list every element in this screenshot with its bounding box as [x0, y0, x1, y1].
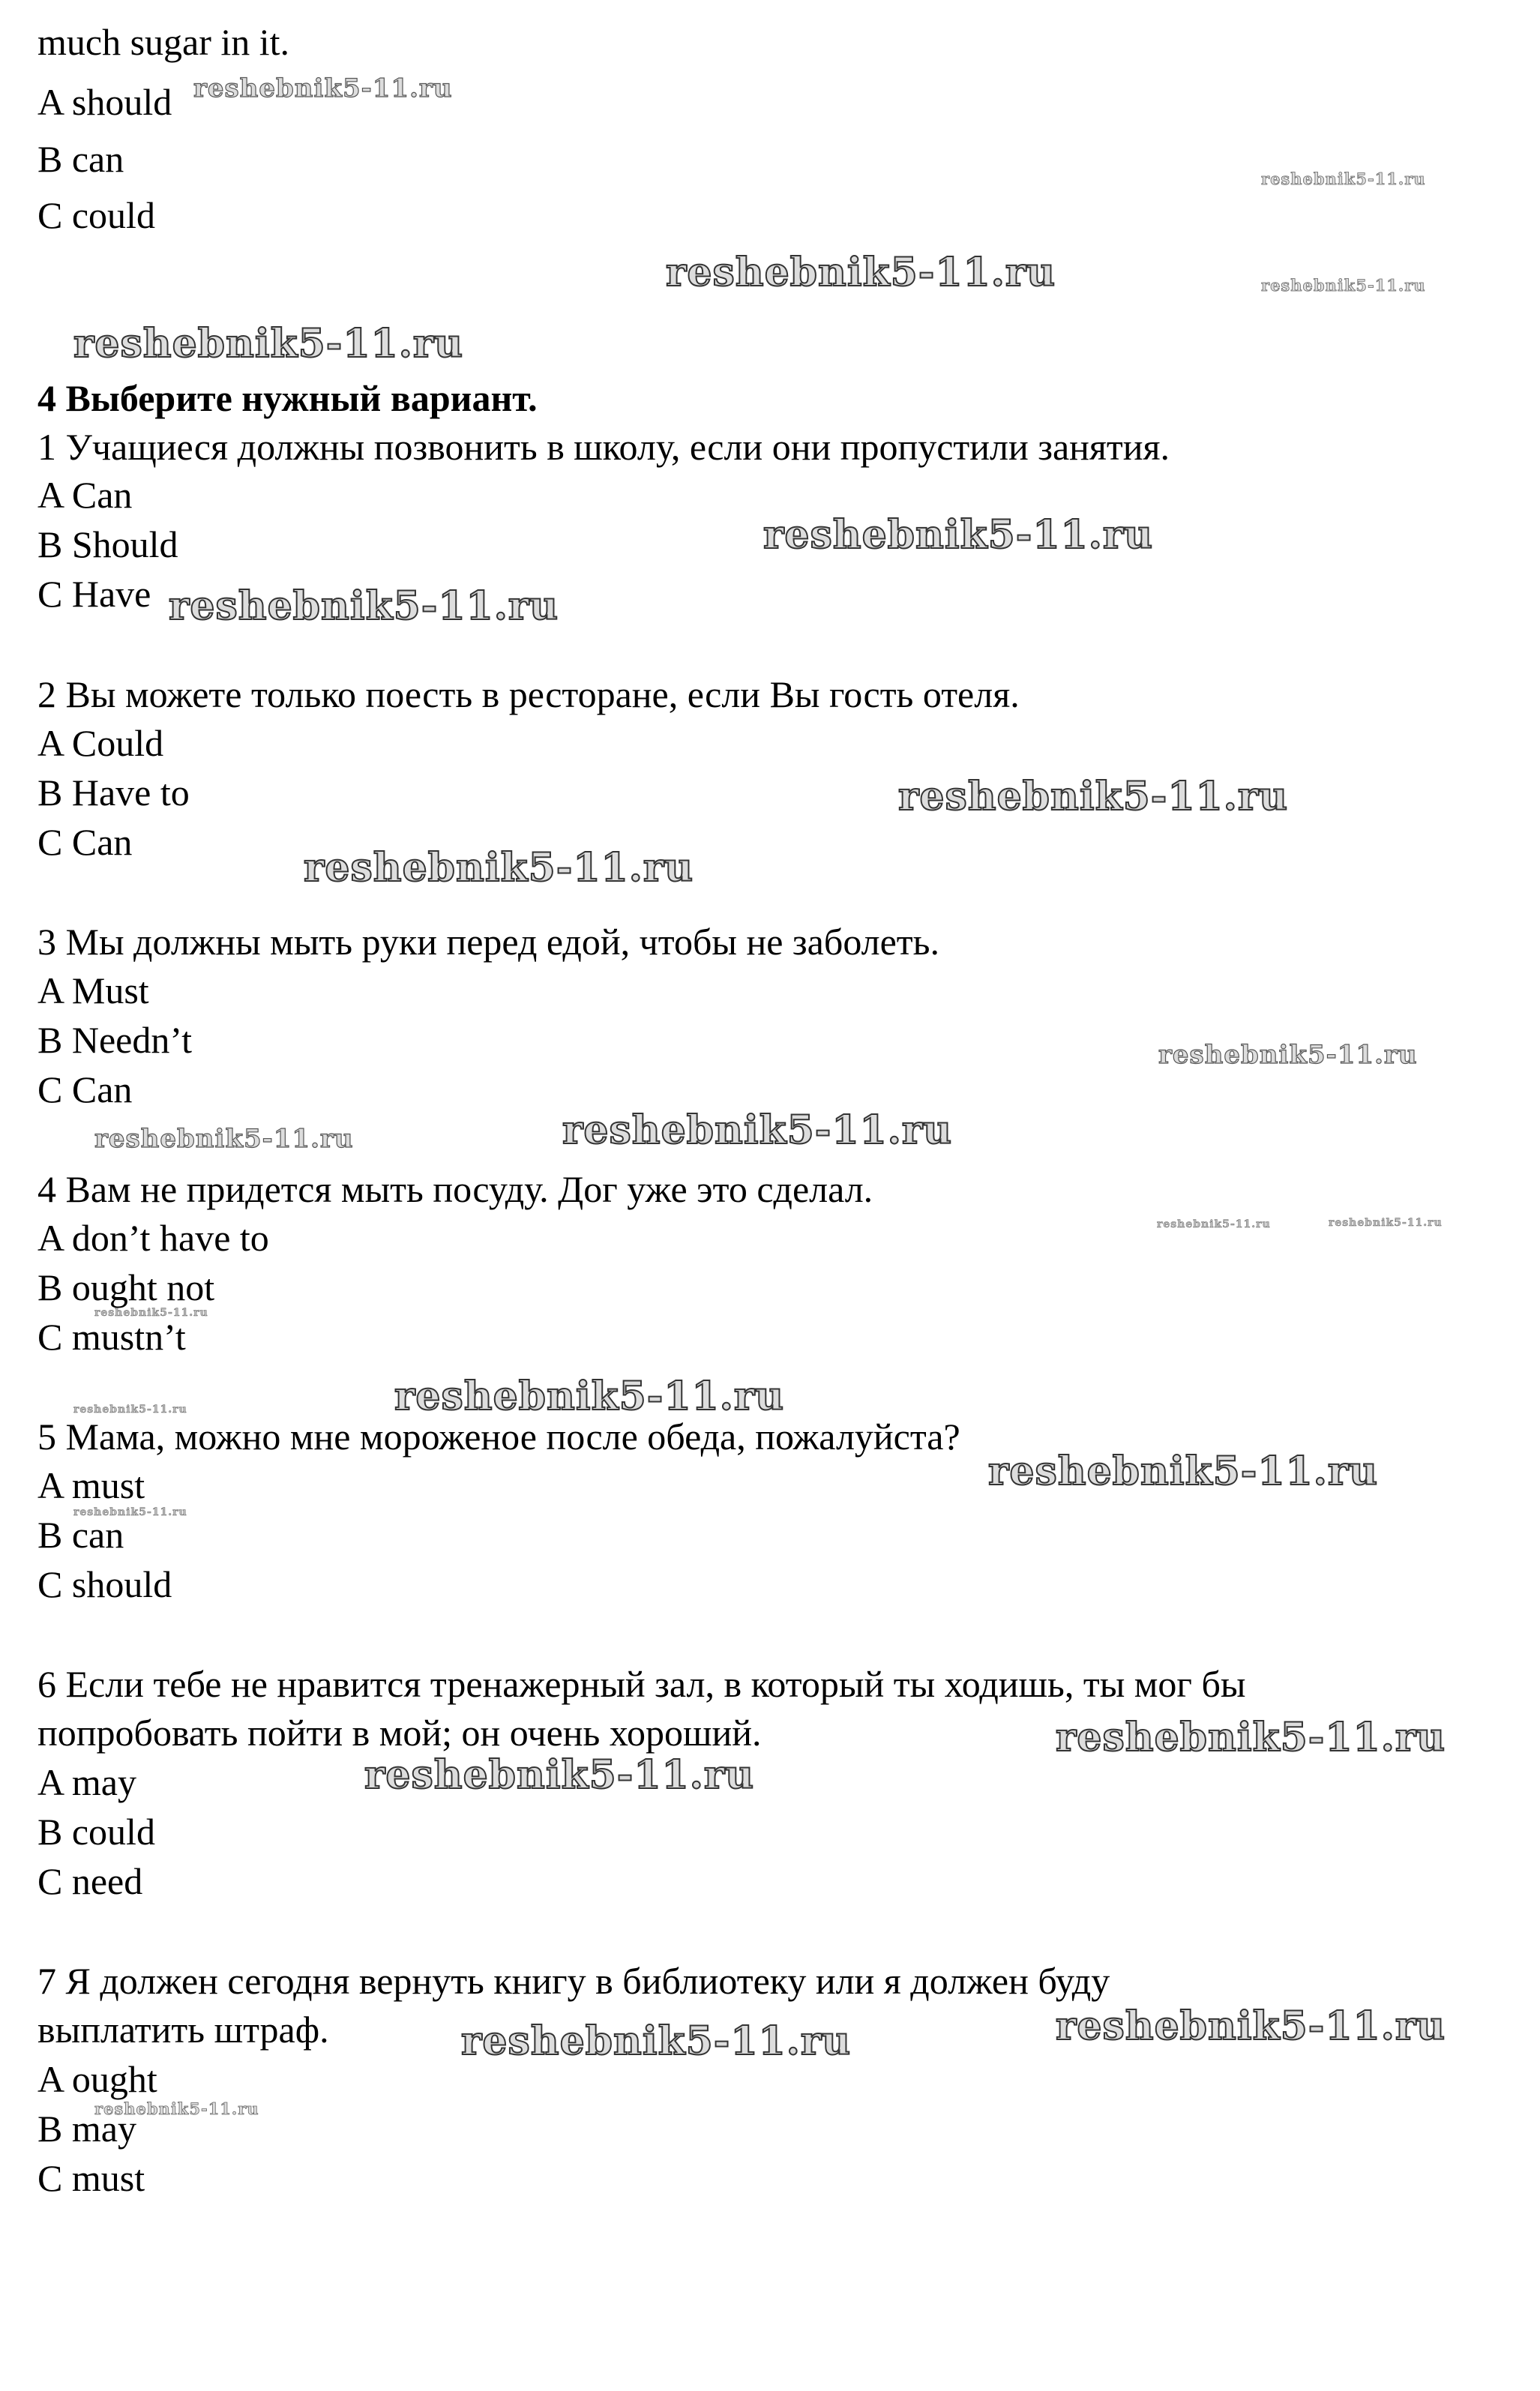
option-line: C could	[37, 194, 155, 236]
option-line: A Must	[37, 969, 149, 1011]
watermark: reshebnik5-11.ru	[394, 1374, 785, 1419]
option-line: C should	[37, 1563, 172, 1605]
question-text: 3 Мы должны мыть руки перед едой, чтобы не заболеть.	[37, 921, 939, 963]
option-line: B can	[37, 138, 124, 180]
watermark: reshebnik5-11.ru	[304, 845, 694, 891]
watermark: reshebnik5-11.ru	[364, 1752, 755, 1798]
watermark: reshebnik5-11.ru	[763, 512, 1154, 558]
option-line: A Can	[37, 474, 133, 516]
question-text: 4 Вам не придется мыть посуду. Дог уже это сделал.	[37, 1168, 873, 1210]
watermark: reshebnik5-11.ru	[1056, 1715, 1446, 1760]
watermark: reshebnik5-11.ru	[1261, 276, 1426, 295]
question-text: 2 Вы можете только поесть в ресторане, если Вы гость отеля.	[37, 673, 1020, 715]
question-text: попробовать пойти в мой; он очень хороший.	[37, 1712, 762, 1754]
watermark: reshebnik5-11.ru	[94, 1124, 354, 1154]
watermark: reshebnik5-11.ru	[73, 321, 464, 367]
option-line: C Can	[37, 1068, 133, 1110]
option-line: C Have	[37, 573, 151, 615]
option-line: B Should	[37, 523, 178, 565]
option-line: B may	[37, 2108, 136, 2150]
option-line: C must	[37, 2157, 145, 2199]
watermark: reshebnik5-11.ru	[1056, 2003, 1446, 2049]
option-line: A may	[37, 1761, 136, 1803]
watermark: reshebnik5-11.ru	[193, 73, 453, 103]
watermark: reshebnik5-11.ru	[1158, 1040, 1418, 1070]
watermark: reshebnik5-11.ru	[988, 1449, 1379, 1494]
watermark: reshebnik5-11.ru	[461, 2018, 852, 2064]
question-text: 5 Мама, можно мне мороженое после обеда, пожалуйста?	[37, 1416, 960, 1458]
continuation-text: much sugar in it.	[37, 21, 290, 63]
option-line: A ought	[37, 2058, 157, 2100]
option-line: B can	[37, 1514, 124, 1556]
watermark: reshebnik5-11.ru	[1329, 1217, 1443, 1229]
option-line: A Could	[37, 722, 164, 764]
question-text: выплатить штраф.	[37, 2009, 329, 2051]
option-line: C need	[37, 1860, 143, 1902]
option-line: B Have to	[37, 772, 190, 813]
watermark: reshebnik5-11.ru	[73, 1506, 187, 1518]
question-text: 7 Я должен сегодня вернуть книгу в библиотеку или я должен буду	[37, 1960, 1110, 2002]
watermark: reshebnik5-11.ru	[94, 2099, 259, 2118]
question-text: 6 Если тебе не нравится тренажерный зал, в который ты ходишь, ты мог бы	[37, 1663, 1246, 1705]
option-line: B Needn’t	[37, 1019, 192, 1061]
watermark: reshebnik5-11.ru	[1157, 1218, 1271, 1230]
option-line: A must	[37, 1464, 145, 1506]
watermark: reshebnik5-11.ru	[169, 583, 559, 629]
option-line: B ought not	[37, 1266, 215, 1308]
watermark: reshebnik5-11.ru	[562, 1107, 953, 1153]
watermark: reshebnik5-11.ru	[1261, 169, 1426, 188]
option-line: A should	[37, 81, 172, 123]
option-line: B could	[37, 1811, 155, 1853]
section-heading: 4 Выберите нужный вариант.	[37, 377, 538, 419]
watermark: reshebnik5-11.ru	[94, 1307, 208, 1319]
watermark: reshebnik5-11.ru	[898, 774, 1289, 819]
watermark: reshebnik5-11.ru	[666, 250, 1056, 295]
option-line: A don’t have to	[37, 1217, 269, 1259]
watermark: reshebnik5-11.ru	[73, 1404, 187, 1416]
option-line: C Can	[37, 821, 133, 863]
question-text: 1 Учащиеся должны позвонить в школу, если они пропустили занятия.	[37, 426, 1170, 468]
option-line: C mustn’t	[37, 1316, 186, 1358]
